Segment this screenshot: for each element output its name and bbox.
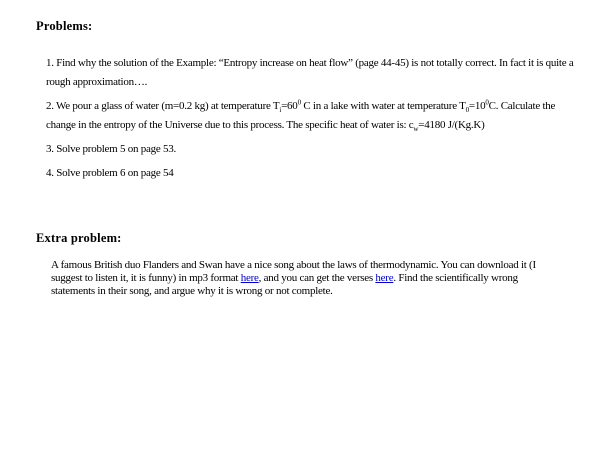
degree-superscript: 0 [297,98,301,107]
subscript-w: w [413,125,419,134]
problem-2-text: C. Calculate the change in the entropy of the Universe due to this process. The specific heat of water is: c [46,100,556,131]
mp3-download-link[interactable]: here [240,272,259,284]
extra-text: A famous British duo Flanders and Swan have a nice song about the laws of thermodynamic. You can download it (I suggest to listen it, it is funny) in mp3 format [51,259,536,284]
extra-problem-text [51,259,551,298]
problem-1: 1. Find why the solution of the Example: “Entropy increase on heat flow” (page 44-45) is not totally correct. In fact it is quite a rough approximation…. [46,57,574,88]
problems-heading: Problems: [36,19,93,33]
problem-2-text: =10 [468,100,486,112]
problems-list [46,54,576,188]
extra-text: . Find the scientifically wrong statements in their song, and argue why it is wrong or not complete. [51,272,518,297]
problem-2-text: C in a lake with water at temperature T [300,100,466,112]
subscript-0: 0 [465,106,469,115]
subscript-i: i [279,106,282,115]
problem-2 [46,97,576,135]
extra-problem-heading: Extra problem: [36,231,122,245]
problem-3: 3. Solve problem 5 on page 53. [46,143,176,155]
problem-2-text: =4180 J/(Kg.K) [418,119,485,131]
extra-text: , and you can get the verses [258,272,376,284]
problem-4: 4. Solve problem 6 on page 54 [46,167,174,179]
problem-2-text: =60 [281,100,298,112]
problem-2-text: 2. We pour a glass of water (m=0.2 kg) at temperature T [46,100,280,112]
verses-link[interactable]: here [375,272,394,284]
degree-superscript: 0 [485,98,489,107]
